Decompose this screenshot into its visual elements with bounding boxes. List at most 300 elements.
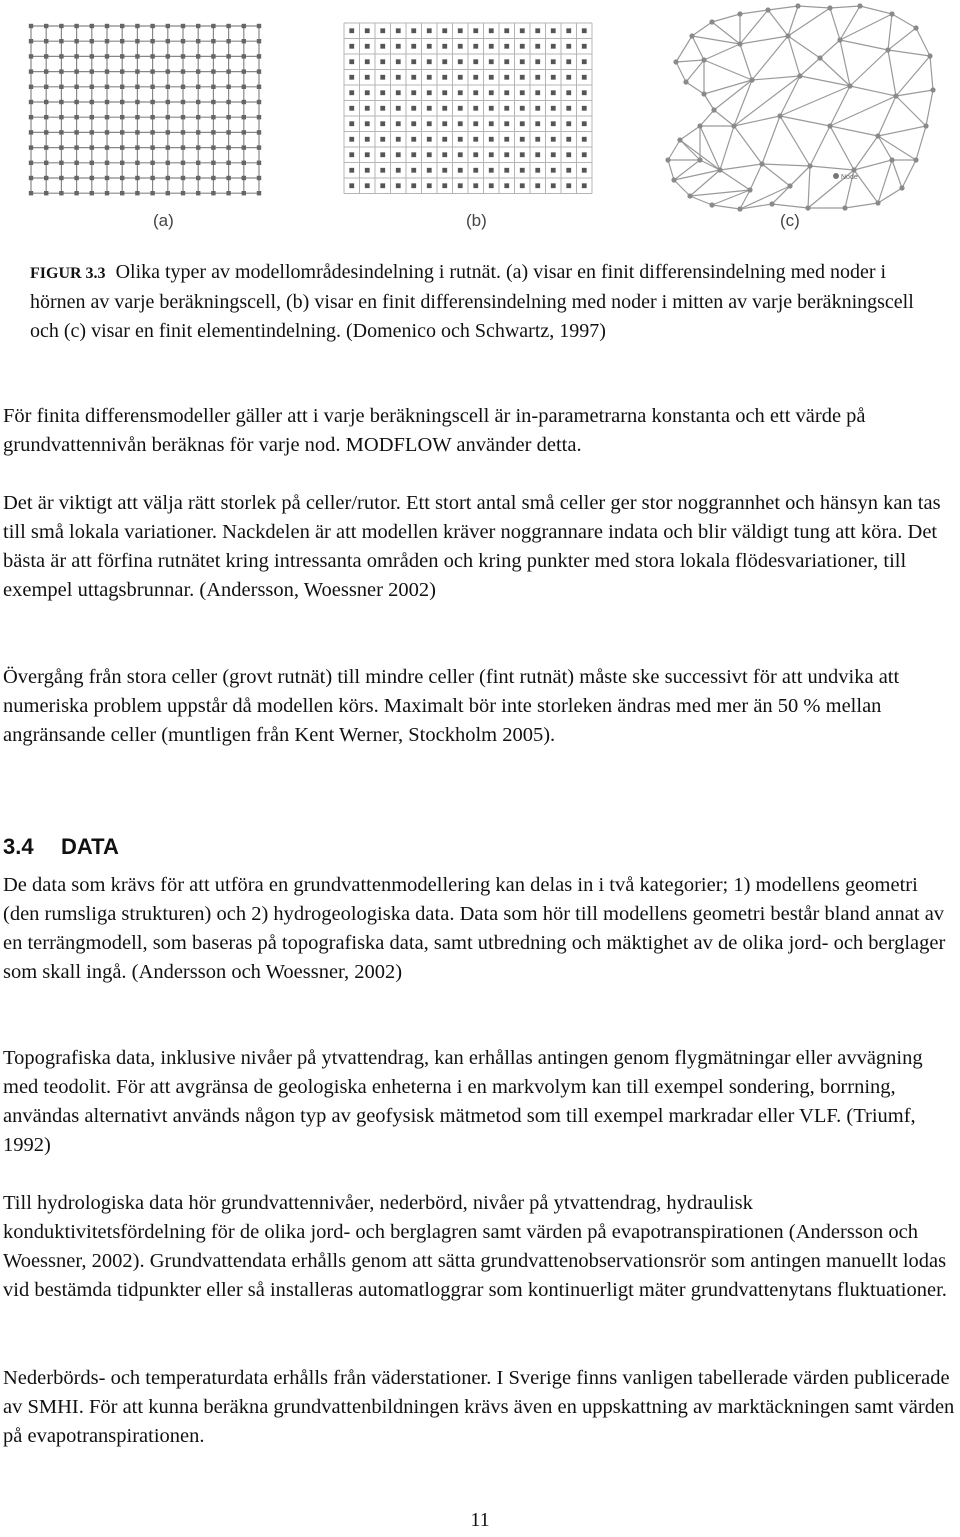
grid-node <box>427 168 432 173</box>
grid-node <box>473 183 478 188</box>
grid-node <box>242 100 246 104</box>
mesh-edge <box>810 126 830 166</box>
grid-node <box>489 44 494 49</box>
grid-node <box>29 24 33 28</box>
grid-node <box>349 137 354 142</box>
grid-node <box>105 54 109 58</box>
grid-node <box>489 168 494 173</box>
grid-node <box>380 121 385 126</box>
mesh-edge <box>676 36 692 62</box>
grid-node <box>442 183 447 188</box>
grid-node <box>442 137 447 142</box>
grid-node <box>365 121 370 126</box>
grid-node <box>59 115 63 119</box>
grid-node <box>582 121 587 126</box>
mesh-edge <box>690 170 720 196</box>
mesh-edge <box>752 36 788 80</box>
grid-node <box>120 161 124 165</box>
grid-node <box>74 85 78 89</box>
grid-node <box>473 121 478 126</box>
mesh-edge <box>788 36 820 58</box>
mesh-edge <box>916 28 930 56</box>
grid-node <box>150 100 154 104</box>
grid-node <box>535 75 540 80</box>
mesh-edge <box>830 86 850 126</box>
grid-node <box>520 152 525 157</box>
grid-node <box>582 90 587 95</box>
grid-node <box>442 59 447 64</box>
grid-node <box>226 115 230 119</box>
grid-node <box>349 183 354 188</box>
grid-node <box>74 69 78 73</box>
grid-node <box>257 24 261 28</box>
grid-node <box>504 28 509 33</box>
mesh-node <box>777 113 782 118</box>
grid-node <box>74 39 78 43</box>
grid-node <box>489 121 494 126</box>
mesh-node <box>875 133 880 138</box>
mesh-edge <box>850 50 888 86</box>
mesh-edge <box>712 22 740 44</box>
finite-element-mesh <box>640 0 940 215</box>
grid-node <box>458 28 463 33</box>
grid-node <box>349 44 354 49</box>
mesh-edge <box>740 44 752 80</box>
grid-nodes-at-centers <box>340 20 600 200</box>
grid-node <box>181 85 185 89</box>
grid-node <box>74 54 78 58</box>
grid-node <box>566 106 571 111</box>
mesh-node <box>827 5 832 10</box>
grid-node <box>150 176 154 180</box>
grid-node <box>442 90 447 95</box>
grid-node <box>105 145 109 149</box>
mesh-edge <box>902 160 916 188</box>
grid-node <box>380 59 385 64</box>
mesh-node <box>737 11 742 16</box>
section-heading <box>3 834 119 860</box>
mesh-edge <box>888 50 930 56</box>
grid-node <box>29 176 33 180</box>
grid-node <box>242 130 246 134</box>
grid-node <box>380 28 385 33</box>
mesh-edge <box>878 96 896 136</box>
grid-node <box>473 106 478 111</box>
grid-node <box>74 100 78 104</box>
page-number: 11 <box>470 1509 490 1531</box>
grid-node <box>535 90 540 95</box>
grid-node <box>90 39 94 43</box>
grid-node <box>90 161 94 165</box>
grid-node <box>196 161 200 165</box>
mesh-edge <box>808 166 810 208</box>
grid-node <box>196 115 200 119</box>
grid-node <box>226 100 230 104</box>
grid-nodes-at-corners <box>25 22 280 202</box>
grid-node <box>349 121 354 126</box>
grid-node <box>504 75 509 80</box>
mesh-node <box>709 19 714 24</box>
grid-node <box>489 59 494 64</box>
mesh-edge <box>926 90 933 126</box>
grid-node <box>90 24 94 28</box>
grid-node <box>135 115 139 119</box>
grid-node <box>181 130 185 134</box>
grid-node <box>196 191 200 195</box>
grid-node <box>365 183 370 188</box>
mesh-node <box>913 25 918 30</box>
grid-node <box>166 39 170 43</box>
grid-node <box>582 152 587 157</box>
grid-node <box>166 191 170 195</box>
grid-node <box>90 100 94 104</box>
mesh-edge <box>700 110 714 126</box>
mesh-node <box>857 3 862 8</box>
paragraph-data-categories: De data som krävs för att utföra en grundvattenmodellering kan delas in i två kategorier; 1) modellens geometri (den rumsliga strukturen) och 2) hydrogeologiska data. Data som hör till modellens geometri består bland annat av en terrängmodell, som baseras på topografiska data, samt utbredning och mäktighet av de olika jord- och berglager som skall ingå. (Andersson och Woessner, 2002) <box>3 874 946 983</box>
grid-node <box>90 130 94 134</box>
mesh-node <box>665 157 670 162</box>
mesh-node <box>807 163 812 168</box>
grid-node <box>242 39 246 43</box>
mesh-node <box>711 107 716 112</box>
mesh-edge <box>720 126 734 170</box>
grid-node <box>59 161 63 165</box>
grid-node <box>211 161 215 165</box>
grid-node <box>458 75 463 80</box>
mesh-node <box>795 3 800 8</box>
grid-node <box>535 121 540 126</box>
mesh-edge <box>712 14 740 22</box>
mesh-edge <box>762 164 810 166</box>
grid-node <box>535 28 540 33</box>
grid-node <box>535 106 540 111</box>
grid-node <box>566 75 571 80</box>
grid-node <box>29 54 33 58</box>
mesh-edge <box>668 140 680 160</box>
grid-node <box>211 100 215 104</box>
grid-node <box>365 90 370 95</box>
grid-node <box>380 183 385 188</box>
grid-node <box>458 183 463 188</box>
mesh-edge <box>780 86 850 116</box>
grid-node <box>226 24 230 28</box>
mesh-node <box>769 201 774 206</box>
mesh-edge <box>896 56 930 96</box>
grid-node <box>396 59 401 64</box>
grid-node <box>105 39 109 43</box>
grid-node <box>551 28 556 33</box>
mesh-node <box>709 202 714 207</box>
grid-node <box>44 100 48 104</box>
mesh-edge <box>762 116 780 164</box>
grid-node <box>135 145 139 149</box>
grid-node <box>380 168 385 173</box>
mesh-node <box>893 93 898 98</box>
mesh-node <box>842 205 847 210</box>
grid-node <box>44 176 48 180</box>
grid-node <box>396 106 401 111</box>
mesh-edge <box>720 164 762 170</box>
mesh-edge <box>930 56 933 90</box>
grid-node <box>90 54 94 58</box>
grid-node <box>396 168 401 173</box>
grid-node <box>535 44 540 49</box>
mesh-node <box>701 91 706 96</box>
mesh-edge <box>768 6 798 10</box>
grid-node <box>150 115 154 119</box>
grid-node <box>166 176 170 180</box>
grid-node <box>365 106 370 111</box>
grid-node <box>166 130 170 134</box>
grid-node <box>442 121 447 126</box>
grid-node <box>74 130 78 134</box>
grid-node <box>120 176 124 180</box>
grid-node <box>411 75 416 80</box>
mesh-edge <box>820 40 840 58</box>
mesh-edge <box>878 136 916 160</box>
grid-node <box>226 69 230 73</box>
mesh-edge <box>830 96 896 126</box>
grid-node <box>226 39 230 43</box>
grid-node <box>458 90 463 95</box>
grid-node <box>59 191 63 195</box>
grid-node <box>90 85 94 89</box>
grid-node <box>489 152 494 157</box>
mesh-edge <box>845 203 878 208</box>
grid-node <box>473 28 478 33</box>
grid-node <box>29 39 33 43</box>
grid-node <box>196 39 200 43</box>
mesh-edge <box>830 8 840 40</box>
mesh-node <box>697 123 702 128</box>
grid-node <box>181 161 185 165</box>
grid-node <box>150 39 154 43</box>
paragraph-cell-size: Det är viktigt att välja rätt storlek på celler/rutor. Ett stort antal små celler ger stor noggrannhet och hänsyn kan tas till små lokala variationer. Nackdelen är att modellen kräver noggrannare indata och blir väldigt tung att köra. Det bästa är att förfina rutnätet kring intressanta områden och kring punkter med stora lokala flödesvariationer, till exempel uttagsbrunnar. (Andersson, Woessner 2002) <box>3 492 941 601</box>
mesh-edge <box>704 80 752 94</box>
grid-node <box>411 90 416 95</box>
mesh-edge <box>840 40 888 50</box>
mesh-edge <box>692 36 704 60</box>
grid-node <box>105 69 109 73</box>
mesh-node <box>817 55 822 60</box>
grid-node <box>396 121 401 126</box>
grid-node <box>582 28 587 33</box>
grid-node <box>105 130 109 134</box>
grid-node <box>59 24 63 28</box>
node-legend-label: Node <box>841 174 858 181</box>
grid-node <box>196 176 200 180</box>
grid-node <box>74 24 78 28</box>
grid-node <box>44 191 48 195</box>
grid-node <box>504 59 509 64</box>
grid-node <box>520 44 525 49</box>
grid-node <box>242 24 246 28</box>
grid-node <box>551 137 556 142</box>
figure-caption-text: Olika typer av modellområdesindelning i rutnät. (a) visar en finit differensindelning med noder i hörnen av varje beräkningscell, (b) visar en finit differensindelning med noder i mitten av varje beräkningscell och (c) visar en finit elementindelning. (Domenico och Schwartz, 1997) <box>30 261 914 342</box>
grid-node <box>489 28 494 33</box>
grid-node <box>566 121 571 126</box>
grid-node <box>135 191 139 195</box>
grid-node <box>135 39 139 43</box>
grid-node <box>566 28 571 33</box>
grid-node <box>504 44 509 49</box>
grid-node <box>458 106 463 111</box>
grid-node <box>181 54 185 58</box>
mesh-edge <box>896 96 926 126</box>
mesh-node <box>847 83 852 88</box>
grid-node <box>411 59 416 64</box>
mesh-edge <box>780 116 810 166</box>
grid-node <box>105 24 109 28</box>
grid-node <box>411 168 416 173</box>
grid-node <box>349 106 354 111</box>
grid-node <box>120 145 124 149</box>
grid-node <box>29 191 33 195</box>
mesh-edge <box>676 60 704 62</box>
grid-node <box>535 168 540 173</box>
grid-node <box>551 168 556 173</box>
paragraph-cell-transition: Övergång från stora celler (grovt rutnät) till mindre celler (fint rutnät) måste ske successivt för att undvika att numeriska problem uppstår då modellen körs. Maximalt bör inte storleken ändras med mer än 50 % mellan angränsande celler (muntligen från Kent Werner, Stockholm 2005). <box>3 666 900 746</box>
grid-node <box>211 54 215 58</box>
mesh-node <box>851 167 856 172</box>
grid-node <box>166 100 170 104</box>
grid-node <box>551 183 556 188</box>
mesh-edge <box>800 58 820 76</box>
grid-node <box>411 121 416 126</box>
mesh-edge <box>686 60 704 82</box>
grid-node <box>90 145 94 149</box>
mesh-node <box>673 59 678 64</box>
mesh-edge <box>888 50 896 96</box>
grid-node <box>105 161 109 165</box>
grid-node <box>74 191 78 195</box>
section-title: DATA <box>61 834 119 859</box>
figure-label-c: (c) <box>780 211 800 230</box>
grid-node <box>90 176 94 180</box>
grid-node <box>582 106 587 111</box>
mesh-edge <box>680 126 700 140</box>
grid-node <box>196 130 200 134</box>
mesh-node <box>687 193 692 198</box>
grid-node <box>44 39 48 43</box>
grid-node <box>181 24 185 28</box>
grid-node <box>427 28 432 33</box>
mesh-edge <box>888 14 892 50</box>
grid-node <box>535 59 540 64</box>
mesh-node <box>737 41 742 46</box>
grid-node <box>150 130 154 134</box>
grid-node <box>365 44 370 49</box>
mesh-edge <box>840 40 850 86</box>
paragraph-finite-difference: För finita differensmodeller gäller att i varje beräkningscell är in-parametrarna konstanta och ett värde på grundvattennivån beräknas för varje nod. MODFLOW använder detta. <box>3 405 866 456</box>
grid-node <box>226 191 230 195</box>
mesh-edge <box>830 6 860 8</box>
grid-node <box>150 54 154 58</box>
grid-node <box>535 152 540 157</box>
grid-node <box>211 85 215 89</box>
figure-3-3 <box>0 0 960 240</box>
grid-node <box>211 191 215 195</box>
mesh-edge <box>752 76 800 80</box>
grid-node <box>226 176 230 180</box>
grid-node <box>242 145 246 149</box>
grid-node <box>257 39 261 43</box>
grid-node <box>504 168 509 173</box>
section-number: 3.4 <box>3 834 34 859</box>
grid-node <box>150 191 154 195</box>
mesh-edge <box>714 110 734 126</box>
mesh-edge <box>768 10 788 36</box>
mesh-edge <box>740 10 768 44</box>
mesh-node <box>785 33 790 38</box>
grid-node <box>120 24 124 28</box>
mesh-node <box>889 11 894 16</box>
grid-node <box>105 191 109 195</box>
grid-node <box>211 69 215 73</box>
mesh-node <box>927 53 932 58</box>
mesh-edge <box>800 76 850 86</box>
grid-node <box>242 85 246 89</box>
grid-node <box>427 75 432 80</box>
grid-node <box>120 39 124 43</box>
grid-node <box>29 115 33 119</box>
grid-node <box>257 145 261 149</box>
mesh-edge <box>692 36 740 44</box>
mesh-node <box>701 57 706 62</box>
grid-node <box>90 191 94 195</box>
mesh-edge <box>830 126 878 136</box>
grid-node <box>166 69 170 73</box>
grid-node <box>166 145 170 149</box>
grid-node <box>365 59 370 64</box>
grid-node <box>105 176 109 180</box>
grid-node <box>150 161 154 165</box>
grid-node <box>211 115 215 119</box>
mesh-node <box>827 123 832 128</box>
grid-node <box>365 168 370 173</box>
grid-node <box>257 115 261 119</box>
grid-node <box>473 75 478 80</box>
mesh-node <box>787 183 792 188</box>
grid-node <box>44 115 48 119</box>
grid-node <box>135 176 139 180</box>
grid-node <box>458 168 463 173</box>
grid-node <box>120 115 124 119</box>
figure-label-b: (b) <box>466 211 487 230</box>
grid-node <box>427 106 432 111</box>
mesh-node <box>899 185 904 190</box>
grid-node <box>349 90 354 95</box>
grid-node <box>551 152 556 157</box>
grid-node <box>29 100 33 104</box>
grid-node <box>44 24 48 28</box>
grid-node <box>257 176 261 180</box>
grid-node <box>473 137 478 142</box>
mesh-node <box>885 47 890 52</box>
grid-node <box>566 44 571 49</box>
mesh-edge <box>788 6 798 36</box>
grid-node <box>120 191 124 195</box>
grid-node <box>226 54 230 58</box>
mesh-edge <box>712 205 740 209</box>
grid-node <box>504 90 509 95</box>
mesh-edge <box>788 36 800 76</box>
mesh-edge <box>692 22 712 36</box>
grid-node <box>504 152 509 157</box>
mesh-edge <box>734 126 762 164</box>
grid-node <box>44 145 48 149</box>
grid-node <box>181 69 185 73</box>
